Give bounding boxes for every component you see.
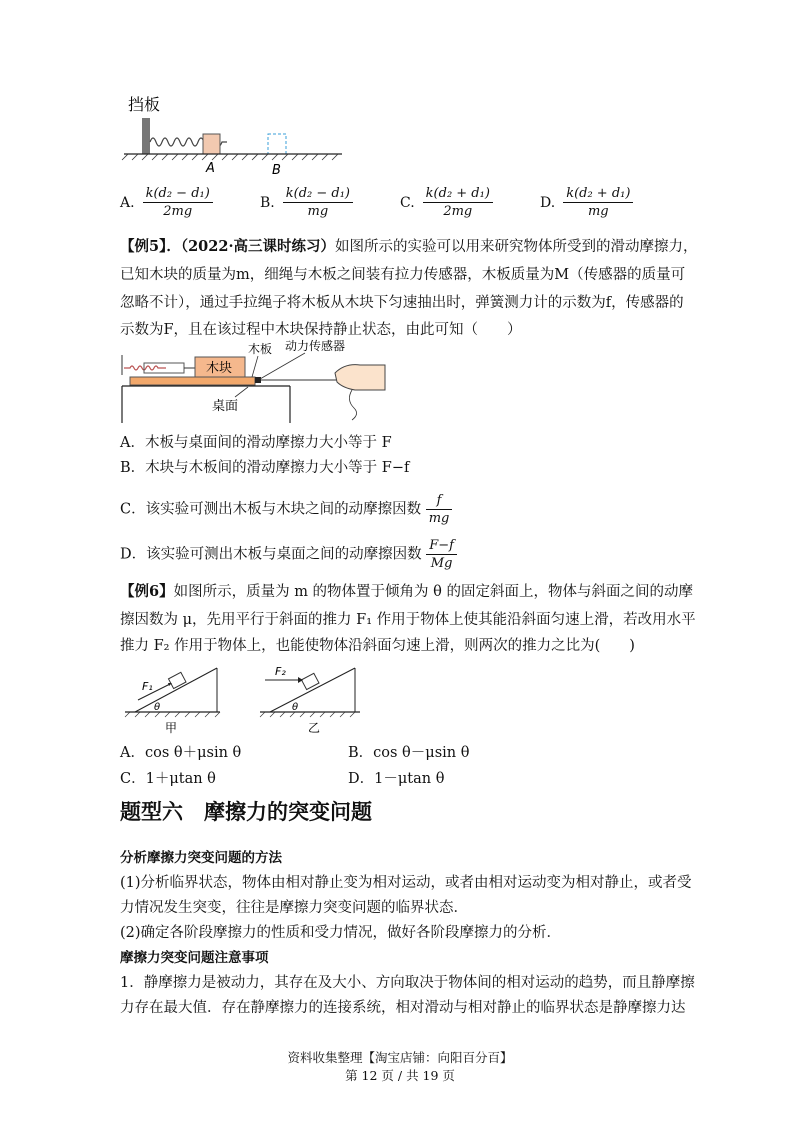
ex6-option-b: B．cos θ－μsin θ	[348, 745, 470, 761]
label-a: A	[206, 161, 215, 176]
ex5-line4: 示数为F，且在该过程中木块保持静止状态，由此可知（ ）	[120, 322, 522, 338]
ex5-line1: 【例5】．（2022·高三课时练习）如图所示的实验可以用来研究物体所受到的滑动摩擦力，	[120, 238, 698, 255]
baffle	[142, 118, 150, 154]
caption-yi: 乙	[308, 721, 321, 735]
paragraph-2: (2)确定各阶段摩擦力的性质和受力情况，做好各阶段摩擦力的分析．	[120, 925, 562, 941]
q4-option-c: C. $\frac{\text{k(d₂ + d₁)}}{2mg}$	[400, 185, 493, 220]
fraction: $\frac{F-f}{Mg}$	[426, 537, 457, 572]
q4-option-a: A. $\frac{\text{k(d₂ − d₁)}}{2mg}$	[120, 185, 213, 220]
angle-theta: θ	[154, 702, 161, 713]
q4-option-b: B. $\frac{\text{k(d₂ − d₁)}}{mg}$	[260, 185, 353, 220]
incline-right	[260, 665, 360, 735]
ex5-line2: 已知木块的质量为m，细绳与木板之间装有拉力传感器，木板质量为M（传感器的质量可	[120, 267, 686, 283]
angle-theta: θ	[292, 702, 299, 713]
footer-page-number: 第 12 页 / 共 19 页	[345, 1068, 455, 1083]
spring-scale	[124, 366, 166, 370]
q4-option-d: D. $\frac{\text{k(d₂ + d₁)}}{mg}$	[540, 185, 633, 220]
ex6-line1: 【例6】如图所示，质量为 m 的物体置于倾角为 θ 的固定斜面上，物体与斜面之间的动摩	[120, 583, 694, 600]
ex5-line3: 忽略不计），通过手拉绳子将木板从木块下匀速抽出时，弹簧测力计的示数为f，传感器的	[120, 295, 684, 311]
wood-block-label: 木块	[206, 361, 233, 376]
ex6-option-c: C．1＋μtan θ	[120, 771, 216, 787]
fraction: $\frac{\text{k(d₂ − d₁)}}{2mg}$	[143, 185, 213, 220]
subheading-notes: 摩擦力突变问题注意事项	[120, 950, 269, 966]
paragraph-3b: 力存在最大值．存在静摩擦力的连接系统，相对滑动与相对静止的临界状态是静摩擦力达	[120, 1000, 686, 1016]
plank-label: 木板	[248, 342, 273, 356]
friction-experiment-figure	[120, 335, 390, 425]
fraction: $\frac{\text{k(d₂ − d₁)}}{mg}$	[283, 185, 353, 220]
hand	[335, 365, 385, 390]
paragraph-1a: (1)分析临界状态，物体由相对静止变为相对运动，或者由相对运动变为相对静止，或者受	[120, 875, 692, 891]
spring-block-figure	[120, 92, 350, 177]
force-f1: F₁	[142, 680, 153, 693]
force-f2: F₂	[275, 665, 286, 678]
incline-left	[125, 668, 220, 735]
fraction: $\frac{\text{k(d₂ + d₁)}}{2mg}$	[423, 185, 493, 220]
caption-jia: 甲	[165, 721, 178, 735]
block-b-dashed	[268, 134, 286, 154]
ex6-line3: 推力 F₂ 作用于物体上，也能使物体沿斜面匀速上滑，则两次的推力之比为( )	[120, 638, 635, 654]
ex6-option-a: A．cos θ＋μsin θ	[120, 745, 242, 761]
paragraph-1b: 力情况发生突变，往往是摩擦力突变问题的临界状态．	[120, 900, 468, 916]
label-b: B	[272, 163, 281, 177]
block-a	[203, 134, 220, 154]
force-sensor	[255, 377, 261, 383]
plank	[130, 377, 255, 385]
subheading-method: 分析摩擦力突变问题的方法	[120, 850, 282, 866]
table-label: 桌面	[212, 399, 239, 414]
board-label: 挡板	[128, 95, 161, 114]
ex6-line2: 擦因数为 μ，先用平行于斜面的推力 F₁ 作用于物体上使其能沿斜面匀速上滑，若改用水平	[120, 612, 696, 628]
ex5-option-d: D．该实验可测出木板与桌面之间的动摩擦因数 $\frac{F-f}{Mg}$	[120, 537, 457, 572]
incline-figures	[120, 660, 390, 740]
ex5-option-a: A．木板与桌面间的滑动摩擦力大小等于 F	[120, 435, 392, 451]
fraction: $\frac{\text{k(d₂ + d₁)}}{mg}$	[563, 185, 633, 220]
fraction: $\frac{f}{mg}$	[426, 492, 453, 527]
ex5-option-b: B．木块与木板间的滑动摩擦力大小等于 F−f	[120, 460, 410, 476]
sensor-label: 动力传感器	[285, 339, 346, 353]
ex5-option-c: C．该实验可测出木板与木块之间的动摩擦因数 $\frac{f}{mg}$	[120, 492, 452, 527]
paragraph-3a: 1．静摩擦力是被动力，其存在及大小、方向取决于物体间的相对运动的趋势，而且静摩擦	[120, 975, 695, 991]
section-heading: 题型六 摩擦力的突变问题	[120, 800, 372, 824]
footer-source: 资料收集整理【淘宝店铺：向阳百分百】	[287, 1050, 513, 1065]
ex6-option-d: D．1－μtan θ	[348, 771, 445, 787]
